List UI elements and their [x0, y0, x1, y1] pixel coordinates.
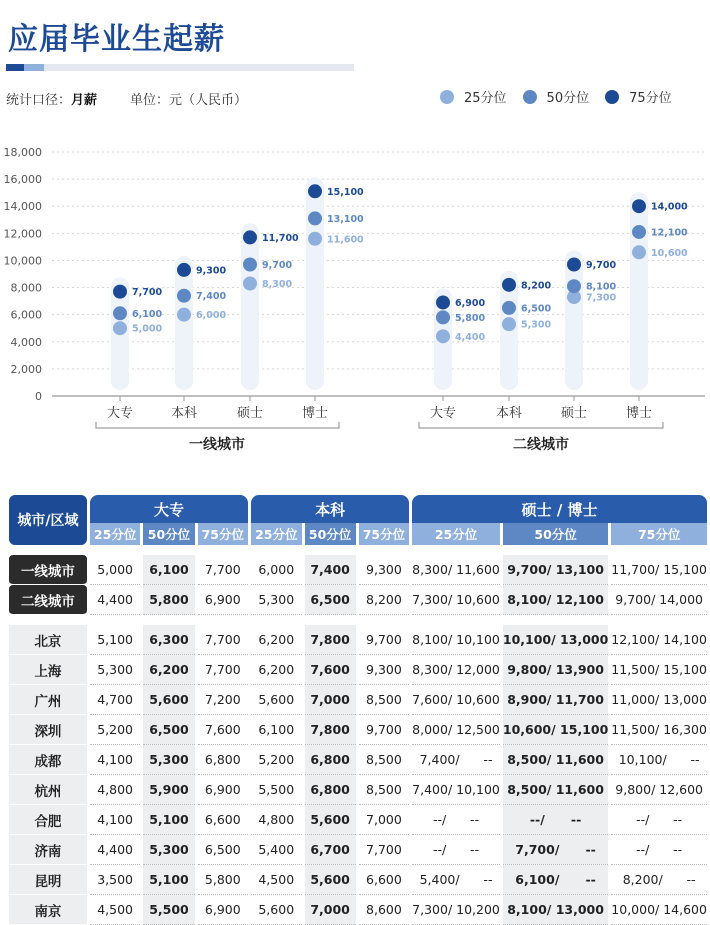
table-cell: 5,100 [143, 805, 194, 835]
legend-item-p25 [440, 87, 507, 106]
data-label: 9,700 [262, 260, 293, 272]
table-cell: 6,700 [305, 835, 356, 865]
table-row [9, 805, 707, 835]
group-header-master-phd: 硕士 / 博士 [412, 495, 707, 523]
table-cell: 5,500 [143, 895, 194, 925]
table-cell: 6,500 [198, 835, 248, 865]
table-cell: 7,300/ 10,200 [412, 895, 500, 925]
group-bracket [96, 422, 339, 428]
data-point [632, 199, 646, 213]
group-bracket [419, 422, 663, 428]
table-cell: 6,800 [305, 745, 356, 775]
table-cell: 8,100/ 13,000 [503, 895, 608, 925]
table-cell: 11,700/ 15,100 [611, 555, 707, 585]
table-row [9, 775, 707, 805]
table-cell: 6,900 [198, 585, 248, 615]
table-cell: 7,600 [305, 655, 356, 685]
table-cell: 6,800 [305, 775, 356, 805]
table-cell: 6,100 [251, 715, 301, 745]
table-cell: 8,500 [359, 745, 409, 775]
table-cell: 7,000 [305, 685, 356, 715]
table-cell: 7,600/ 10,600 [412, 685, 500, 715]
row-city-label: 昆明 [9, 865, 87, 895]
table-cell: 6,600 [359, 865, 409, 895]
data-label: 7,700 [132, 287, 163, 299]
data-label: 5,800 [455, 312, 486, 324]
data-point [567, 258, 581, 272]
row-city-label: 深圳 [9, 715, 87, 745]
data-point [177, 289, 191, 303]
table-cell: 5,600 [305, 865, 356, 895]
data-label: 14,000 [651, 201, 688, 213]
table-cell: 10,100/ -- [611, 745, 707, 775]
legend-label-p50: 50分位 [546, 91, 590, 106]
group-header-dazhuan: 大专 [90, 495, 248, 523]
row-city-label: 成都 [9, 745, 87, 775]
table-cell: 4,400 [90, 835, 140, 865]
table-cell: 4,700 [90, 685, 140, 715]
row-city-label: 杭州 [9, 775, 87, 805]
table-cell: 5,600 [251, 895, 301, 925]
table-cell: 7,700/ -- [503, 835, 608, 865]
row-city-label: 上海 [9, 655, 87, 685]
legend-dot-p75 [605, 90, 619, 104]
table-cell: 4,100 [90, 745, 140, 775]
page-title: 应届毕业生起薪 [8, 22, 225, 57]
data-label: 10,600 [651, 247, 688, 259]
table-cell: 4,400 [90, 585, 140, 615]
table-cell: 7,300/ 10,600 [412, 585, 500, 615]
table-cell: 7,700 [359, 835, 409, 865]
data-point [502, 278, 516, 292]
data-point [243, 276, 257, 290]
table-cell: 7,700 [198, 655, 248, 685]
data-label: 7,400 [196, 291, 227, 303]
table-cell: --/ -- [412, 835, 500, 865]
data-point [632, 245, 646, 259]
y-tick-label: 4,000 [10, 335, 42, 349]
table-cell: 6,300 [143, 625, 194, 655]
x-category-label: 博士 [301, 406, 329, 421]
data-point [308, 211, 322, 225]
table-cell: 10,600/ 15,100 [503, 715, 608, 745]
unit-label: 单位： [130, 93, 170, 108]
table-cell: 7,800 [305, 715, 356, 745]
table-cell: 6,900 [198, 775, 248, 805]
data-point [243, 230, 257, 244]
table-cell: 5,600 [305, 805, 356, 835]
table-cell: 8,900/ 11,700 [503, 685, 608, 715]
table-cell: 5,300 [90, 655, 140, 685]
table-cell: 9,800/ 12,600 [611, 775, 707, 805]
data-label: 13,100 [327, 213, 364, 225]
percentile-header: 50分位 [503, 523, 608, 545]
table-cell: 5,800 [198, 865, 248, 895]
table-cell: 6,200 [251, 655, 301, 685]
table-cell: 5,900 [143, 775, 194, 805]
data-point [113, 285, 127, 299]
table-cell: 6,200 [143, 655, 194, 685]
data-point [436, 310, 450, 324]
data-point [436, 329, 450, 343]
data-label: 9,700 [586, 260, 617, 272]
table-cell: 8,200/ -- [611, 865, 707, 895]
y-tick-label: 10,000 [3, 254, 42, 268]
data-label: 4,400 [455, 331, 486, 343]
city-column-header: 城市/区域 [9, 495, 87, 545]
table-cell: 4,100 [90, 805, 140, 835]
unit-meta [130, 89, 247, 108]
table-cell: 8,300/ 11,600 [412, 555, 500, 585]
table-row [9, 895, 707, 925]
percentile-header: 50分位 [143, 523, 194, 545]
table-cell: 5,400/ -- [412, 865, 500, 895]
table-row [9, 685, 707, 715]
table-cell: 9,800/ 13,900 [503, 655, 608, 685]
x-category-label: 本科 [495, 406, 523, 421]
table-cell: 9,300 [359, 655, 409, 685]
table-cell: 9,700 [359, 715, 409, 745]
group-header-benke: 本科 [251, 495, 409, 523]
legend-dot-p50 [523, 90, 537, 104]
table-cell: 5,600 [143, 685, 194, 715]
table-cell: 8,500/ 11,600 [503, 745, 608, 775]
x-category-label: 硕士 [560, 406, 588, 421]
data-label: 5,300 [521, 319, 552, 331]
title-underline [6, 64, 354, 71]
data-label: 5,000 [132, 323, 163, 335]
row-city-label: 南京 [9, 895, 87, 925]
x-group-label: 二线城市 [513, 437, 569, 453]
data-label: 11,600 [327, 234, 364, 246]
data-point [308, 184, 322, 198]
table-cell: 8,500 [359, 685, 409, 715]
x-group-label: 一线城市 [189, 437, 245, 453]
row-city-label: 合肥 [9, 805, 87, 835]
data-point [567, 279, 581, 293]
data-label: 15,100 [327, 186, 364, 198]
y-tick-label: 0 [35, 390, 42, 403]
table-cell: 7,000 [359, 805, 409, 835]
table-cell: --/ -- [611, 805, 707, 835]
row-city-label: 广州 [9, 685, 87, 715]
table-row [9, 655, 707, 685]
legend-item-p75 [605, 87, 672, 106]
y-tick-label: 2,000 [10, 362, 42, 376]
data-label: 6,100 [132, 308, 163, 320]
table-cell: 8,500/ 11,600 [503, 775, 608, 805]
data-label: 6,000 [196, 310, 227, 322]
table-cell: 5,300 [143, 835, 194, 865]
table-cell: 10,100/ 13,000 [503, 625, 608, 655]
table-cell: --/ -- [412, 805, 500, 835]
table-row [9, 745, 707, 775]
data-point [308, 232, 322, 246]
table-cell: 4,800 [251, 805, 301, 835]
table-cell: 6,800 [198, 745, 248, 775]
chart-legend [440, 87, 672, 106]
legend-label-p25: 25分位 [464, 91, 507, 106]
data-point [502, 317, 516, 331]
data-point [243, 258, 257, 272]
table-cell: 7,700 [198, 555, 248, 585]
table-cell: 10,000/ 14,600 [611, 895, 707, 925]
table-cell: --/ -- [503, 805, 608, 835]
table-cell: 11,000/ 13,000 [611, 685, 707, 715]
data-label: 6,500 [521, 303, 552, 315]
x-category-label: 硕士 [236, 406, 264, 421]
table-cell: 4,500 [251, 865, 301, 895]
table-cell: 8,300/ 12,000 [412, 655, 500, 685]
table-cell: 6,100/ -- [503, 865, 608, 895]
row-city-label: 二线城市 [9, 585, 87, 615]
legend-item-p50 [523, 87, 590, 106]
y-tick-label: 8,000 [10, 281, 42, 295]
table-cell: 11,500/ 15,100 [611, 655, 707, 685]
table-cell: 5,300 [143, 745, 194, 775]
table-cell: 7,000 [305, 895, 356, 925]
x-category-label: 大专 [106, 406, 134, 421]
data-point [436, 295, 450, 309]
table-cell: 8,500 [359, 775, 409, 805]
data-label: 6,900 [455, 297, 486, 309]
percentile-header: 75分位 [359, 523, 409, 545]
table-cell: 5,100 [90, 625, 140, 655]
table-cell: 5,000 [90, 555, 140, 585]
table-row [9, 865, 707, 895]
table-cell: 8,000/ 12,500 [412, 715, 500, 745]
table-cell: 7,400/ -- [412, 745, 500, 775]
table-cell: 8,100/ 10,100 [412, 625, 500, 655]
y-tick-label: 16,000 [3, 173, 42, 187]
data-label: 8,200 [521, 280, 552, 292]
table-cell: 9,700/ 14,000 [611, 585, 707, 615]
data-point [113, 306, 127, 320]
table-cell: 7,600 [198, 715, 248, 745]
table-cell: 5,200 [251, 745, 301, 775]
table-cell: 7,400 [305, 555, 356, 585]
salary-dot-chart [0, 130, 710, 465]
column-band [306, 177, 324, 390]
x-category-label: 大专 [429, 406, 457, 421]
data-label: 7,300 [586, 292, 617, 304]
table-cell: 6,100 [143, 555, 194, 585]
table-cell: 5,500 [251, 775, 301, 805]
data-label: 8,300 [262, 278, 293, 290]
table-cell: 6,000 [251, 555, 301, 585]
data-label: 11,700 [262, 232, 299, 244]
table-row [9, 555, 707, 585]
table-cell: 5,100 [143, 865, 194, 895]
caliber-label: 统计口径： [6, 93, 72, 108]
table-row [9, 715, 707, 745]
table-cell: 9,700 [359, 625, 409, 655]
table-cell: 8,100/ 12,100 [503, 585, 608, 615]
data-point [177, 308, 191, 322]
percentile-header: 50分位 [305, 523, 356, 545]
table-cell: 5,600 [251, 685, 301, 715]
salary-table [6, 495, 710, 925]
percentile-header: 25分位 [251, 523, 301, 545]
row-city-label: 济南 [9, 835, 87, 865]
table-cell: 6,200 [251, 625, 301, 655]
caliber-value: 月薪 [71, 93, 98, 108]
table-cell: 4,500 [90, 895, 140, 925]
table-cell: 6,900 [198, 895, 248, 925]
data-label: 8,100 [586, 281, 617, 293]
table-cell: 3,500 [90, 865, 140, 895]
table-cell: 11,500/ 16,300 [611, 715, 707, 745]
table-cell: 6,500 [305, 585, 356, 615]
table-row [9, 625, 707, 655]
table-cell: 5,400 [251, 835, 301, 865]
column-band [630, 192, 648, 390]
table-cell: 5,200 [90, 715, 140, 745]
column-band [241, 223, 259, 390]
row-city-label: 北京 [9, 625, 87, 655]
table-cell: 8,600 [359, 895, 409, 925]
table-cell: 8,200 [359, 585, 409, 615]
data-label: 12,100 [651, 227, 688, 239]
table-cell: --/ -- [611, 835, 707, 865]
table-cell: 7,800 [305, 625, 356, 655]
data-point [502, 301, 516, 315]
table-cell: 6,600 [198, 805, 248, 835]
table-cell: 12,100/ 14,100 [611, 625, 707, 655]
y-tick-label: 14,000 [3, 200, 42, 214]
table-cell: 5,800 [143, 585, 194, 615]
percentile-header: 75分位 [611, 523, 707, 545]
table-cell: 7,700 [198, 625, 248, 655]
table-cell: 7,400/ 10,100 [412, 775, 500, 805]
percentile-header: 25分位 [412, 523, 500, 545]
x-category-label: 本科 [170, 406, 198, 421]
y-tick-label: 18,000 [3, 146, 42, 159]
table-cell: 7,200 [198, 685, 248, 715]
x-category-label: 博士 [625, 406, 653, 421]
percentile-header: 25分位 [90, 523, 140, 545]
table-cell: 9,300 [359, 555, 409, 585]
legend-dot-p25 [440, 90, 454, 104]
y-tick-label: 12,000 [3, 227, 42, 241]
table-row [9, 835, 707, 865]
percentile-header: 75分位 [198, 523, 248, 545]
data-point [632, 225, 646, 239]
table-cell: 6,500 [143, 715, 194, 745]
data-point [177, 263, 191, 277]
y-tick-label: 6,000 [10, 308, 42, 322]
row-city-label: 一线城市 [9, 555, 87, 585]
table-body [9, 545, 707, 925]
percentile-header-row [9, 523, 707, 545]
table-row [9, 585, 707, 615]
data-label: 9,300 [196, 265, 227, 277]
legend-label-p75: 75分位 [629, 91, 672, 106]
table-cell: 4,800 [90, 775, 140, 805]
caliber-meta [6, 89, 97, 108]
unit-value: 元（人民币） [169, 93, 248, 108]
table-cell: 9,700/ 13,100 [503, 555, 608, 585]
data-point [113, 321, 127, 335]
table-cell: 5,300 [251, 585, 301, 615]
